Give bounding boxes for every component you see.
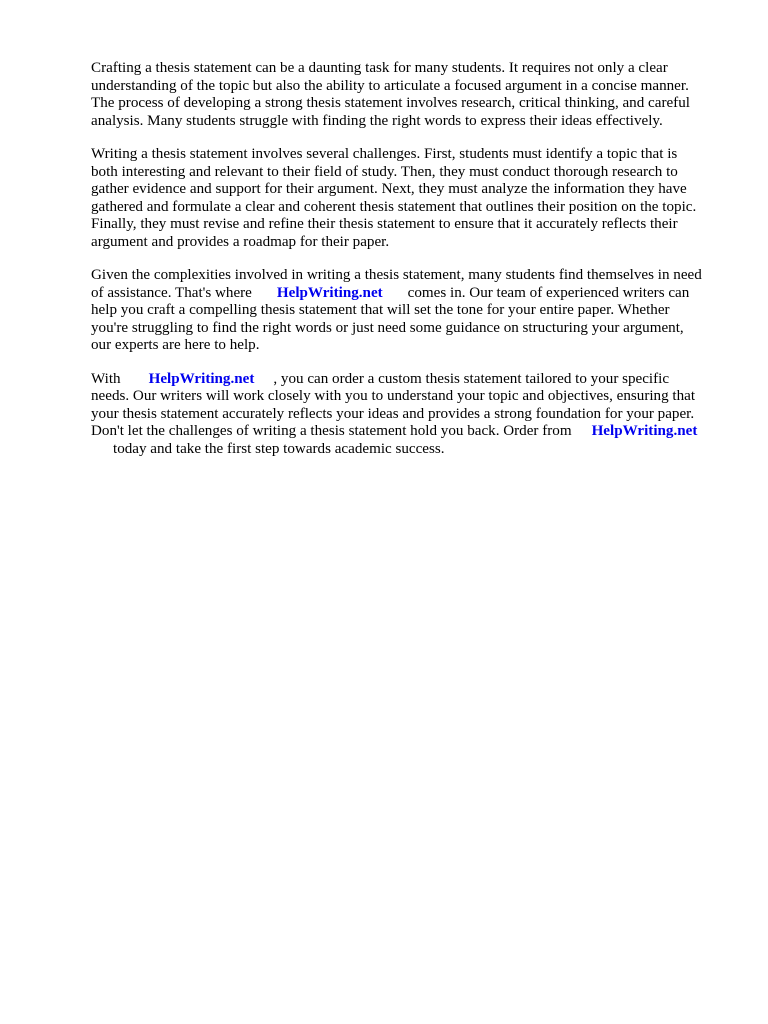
text-run: , you can order a custom thesis statement tailored to your specific (273, 370, 670, 387)
paragraph-line: Given the complexities involved in writing a thesis statement, many students find themselves in need (91, 267, 702, 283)
paragraph-line (91, 423, 731, 441)
paragraph-line (91, 285, 731, 303)
paragraph-line: understanding of the topic but also the ability to articulate a focused argument in a concise manner. (91, 77, 689, 94)
paragraph-line: you're struggling to find the right words or just need some guidance on structuring your argument, (91, 319, 684, 336)
paragraph-line: gathered and formulate a clear and coherent thesis statement that outlines their position on the topic. (91, 198, 697, 215)
paragraph-line: your thesis statement accurately reflects your ideas and provides a strong foundation for your paper. (91, 405, 695, 422)
text-run: of assistance. That's where (91, 284, 252, 301)
paragraph-line: The process of developing a strong thesis statement involves research, critical thinking, and careful (91, 95, 690, 111)
paragraph-order (91, 371, 731, 459)
document-body (91, 60, 731, 474)
paragraph-line: Crafting a thesis statement can be a daunting task for many students. It requires not only a clear (91, 60, 668, 76)
paragraph-line: needs. Our writers will work closely with you to understand your topic and objectives, ensuring that (91, 388, 696, 404)
helpwriting-link[interactable]: HelpWriting.net (148, 370, 255, 387)
paragraph-challenges (91, 146, 731, 251)
paragraph-line (91, 441, 731, 459)
paragraph-line: help you craft a compelling thesis statement that will set the tone for your entire paper. Whether (91, 302, 670, 318)
paragraph-assistance (91, 267, 731, 355)
text-run: Don't let the challenges of writing a thesis statement hold you back. Order from (91, 423, 572, 439)
paragraph-line: Writing a thesis statement involves several challenges. First, students must identify a topic that is (91, 146, 678, 162)
paragraph-line (91, 371, 731, 389)
text-run: today and take the first step towards academic success. (113, 440, 445, 457)
text-run: With (91, 370, 121, 387)
paragraph-line: Finally, they must revise and refine their thesis statement to ensure that it accurately reflects their (91, 216, 678, 232)
text-run: comes in. Our team of experienced writers can (407, 284, 690, 301)
paragraph-line: gather evidence and support for their argument. Next, they must analyze the information they have (91, 181, 687, 197)
paragraph-intro (91, 60, 731, 130)
paragraph-line: argument and provides a roadmap for their paper. (91, 233, 390, 250)
helpwriting-link[interactable]: HelpWriting.net (276, 284, 383, 301)
paragraph-line: our experts are here to help. (91, 337, 260, 353)
paragraph-line: both interesting and relevant to their field of study. Then, they must conduct thorough research to (91, 163, 678, 180)
helpwriting-link[interactable]: HelpWriting.net (591, 423, 698, 439)
paragraph-line: analysis. Many students struggle with finding the right words to express their ideas effectively. (91, 112, 663, 129)
